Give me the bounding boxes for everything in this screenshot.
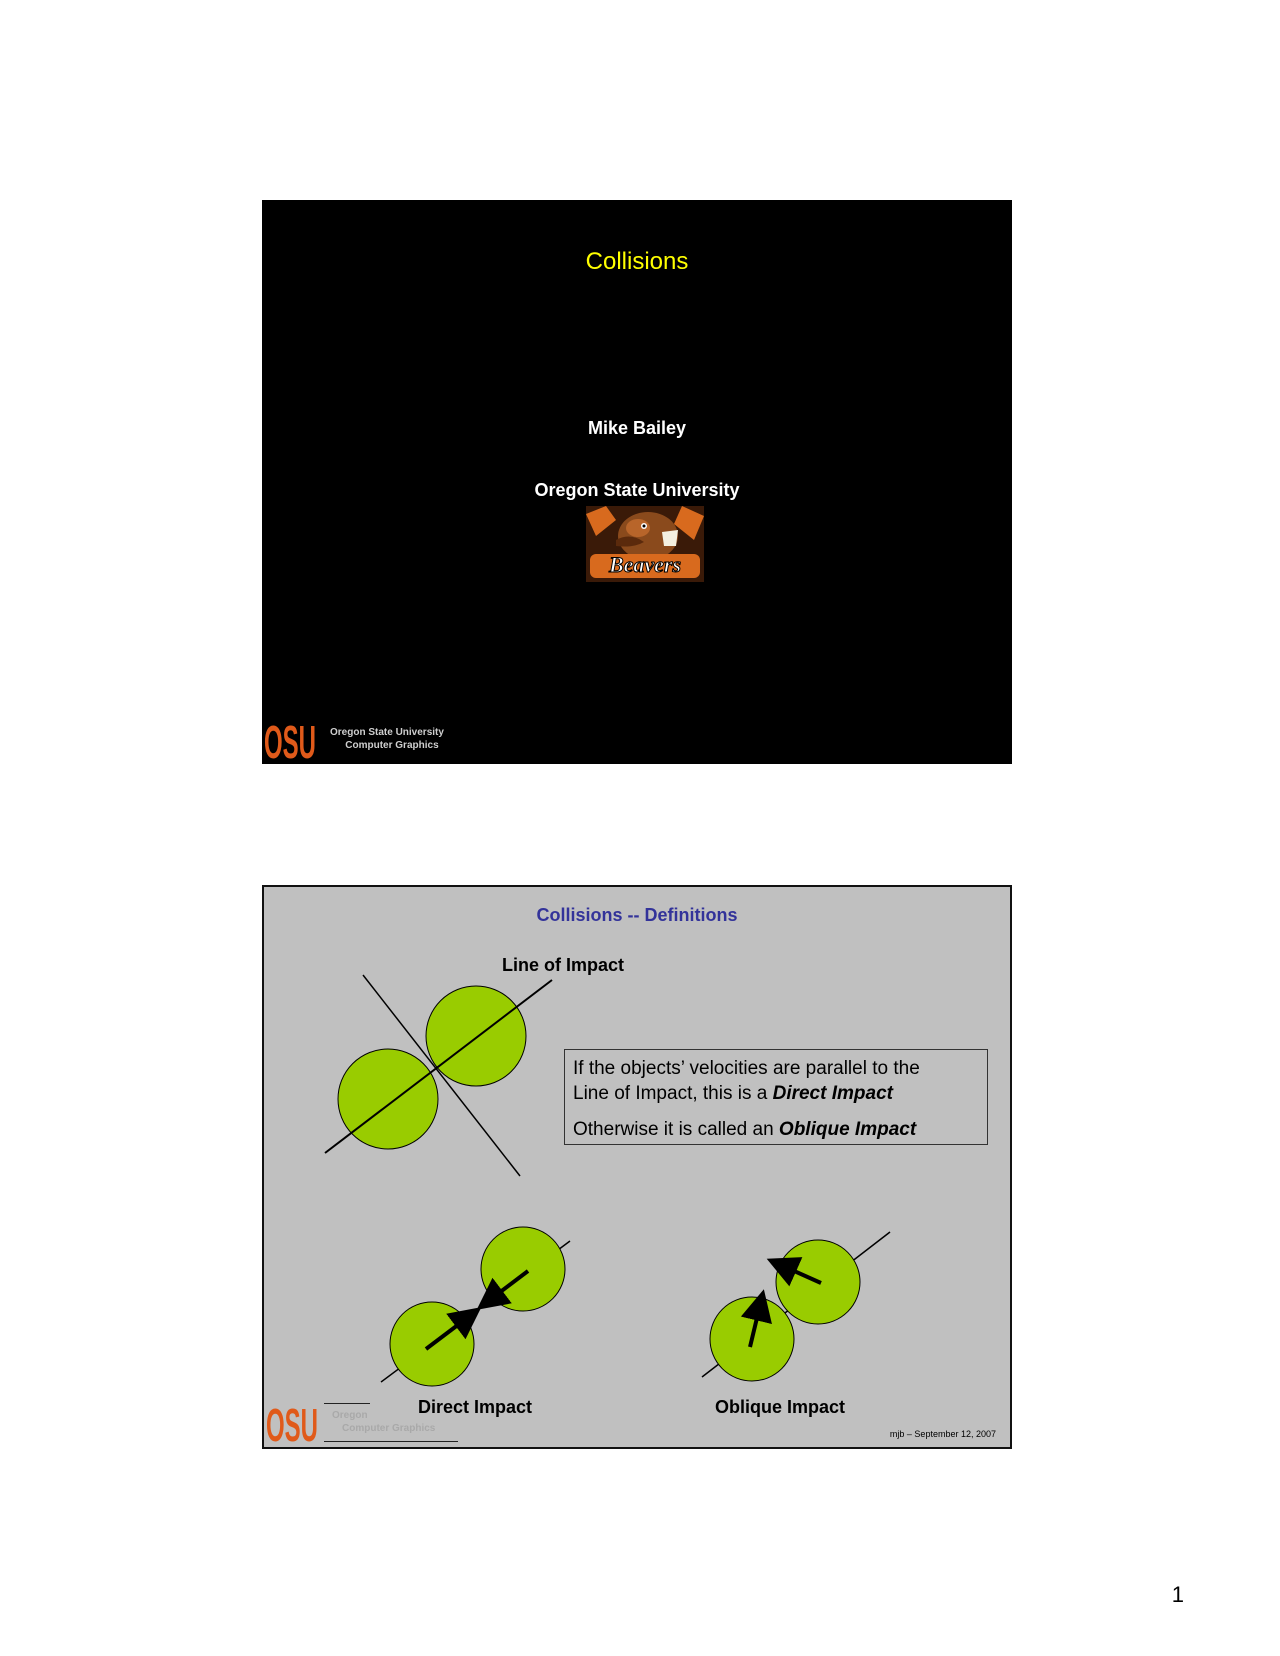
direct-impact-term: Direct Impact (772, 1083, 893, 1104)
date-stamp: mjb – September 12, 2007 (889, 1429, 996, 1439)
footer-line1: Oregon State University (330, 727, 444, 738)
line-of-impact-label: Line of Impact (502, 955, 625, 975)
slide-title: Collisions (585, 248, 689, 275)
institution-name: Oregon State University (534, 480, 740, 500)
collision-diagrams (264, 887, 1010, 1447)
definitions-slide (262, 885, 1012, 1449)
osu-logo (266, 1399, 318, 1443)
slide-title: Collisions -- Definitions (536, 905, 738, 925)
oblique-impact-term: Oblique Impact (778, 1119, 917, 1140)
footer-line2: Computer Graphics (345, 740, 439, 751)
beavers-mascot-logo (586, 506, 704, 582)
direct-impact-label: Direct Impact (418, 1397, 533, 1417)
footer-line2: Computer Graphics (342, 1423, 436, 1434)
author-name: Mike Bailey (587, 418, 687, 438)
definition-line-2: Line of Impact, this is a Direct Impact (573, 1083, 893, 1104)
footer-rule-top (324, 1403, 370, 1404)
definition-line-1: If the objects’ velocities are parallel to the (573, 1058, 920, 1079)
ball-lower (338, 1049, 438, 1149)
svg-text:OSU: OSU (264, 716, 316, 760)
svg-text:OSU: OSU (266, 1399, 318, 1443)
footer-caption (330, 726, 444, 752)
definition-box (564, 1049, 988, 1145)
oblique-impact-label: Oblique Impact (715, 1397, 846, 1417)
svg-text:Beavers: Beavers (608, 552, 682, 577)
footer-rule-bottom (324, 1441, 458, 1442)
title-slide (262, 200, 1012, 764)
osu-logo (264, 716, 316, 760)
page-number: 1 (1171, 1582, 1184, 1607)
ball-upper (426, 986, 526, 1086)
definition-line-3: Otherwise it is called an Oblique Impact (573, 1119, 917, 1140)
footer-line1: Oregon (332, 1410, 368, 1421)
footer-caption (332, 1409, 435, 1435)
